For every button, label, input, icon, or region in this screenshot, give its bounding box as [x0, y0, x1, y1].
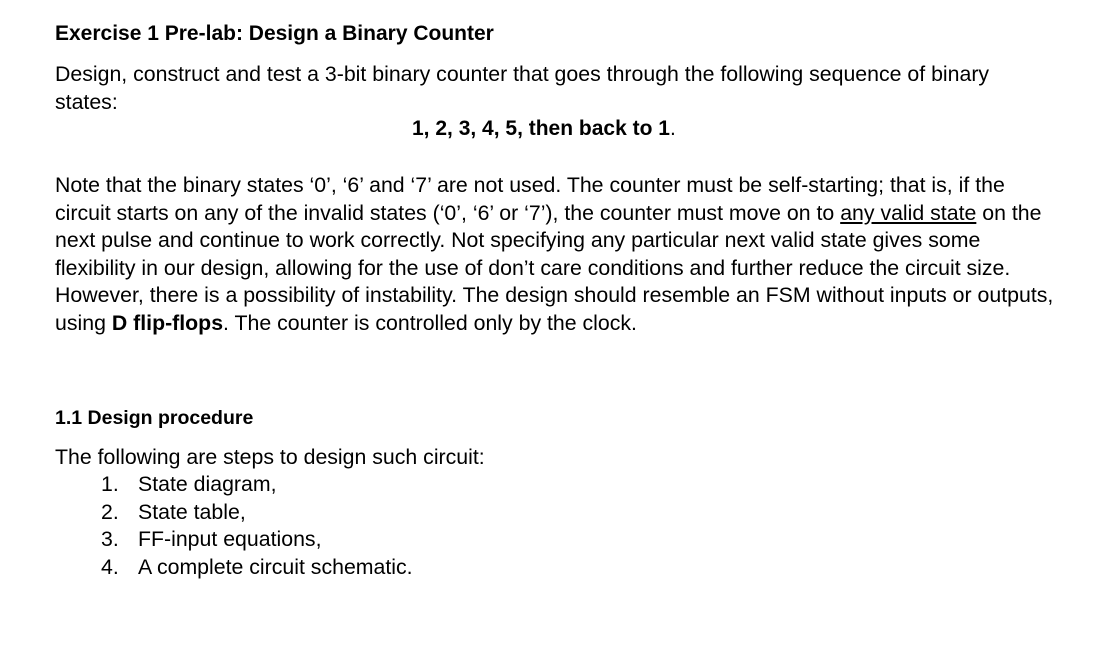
step-number: 2. — [101, 499, 119, 524]
state-sequence-bold: 1, 2, 3, 4, 5, then back to 1 — [412, 117, 670, 140]
exercise-title: Exercise 1 Pre-lab: Design a Binary Counter — [55, 22, 494, 45]
steps-list — [101, 471, 413, 581]
list-item — [101, 554, 413, 582]
state-sequence-period: . — [669, 117, 676, 140]
intro-paragraph: Design, construct and test a 3-bit binary counter that goes through the following sequence of binary states: — [55, 62, 990, 114]
step-number: 4. — [101, 554, 119, 579]
note-text-2: on the next pulse and continue to work correctly. Not specifying any particular next valid state gives some flexibility in our design, allowing for the use of don’t care conditions and further reduce the circuit size. However, there is a possibility of instability. The design should resemble an FSM without inputs or outputs, using — [55, 200, 1054, 335]
section-intro: The following are steps to design such circuit: — [55, 445, 485, 469]
step-number: 1. — [101, 472, 119, 496]
step-text: State diagram, — [138, 472, 277, 496]
step-number: 3. — [101, 527, 119, 551]
state-sequence — [412, 116, 676, 142]
note-text-1: Note that the binary states ‘0’, ‘6’ and ‘7’ are not used. The counter must be self-starting; that is, if the circuit starts on any of the invalid states (‘0’, ‘6’ or ‘7’), the counter must move on to — [55, 173, 1005, 225]
note-underlined-text: any valid state — [840, 200, 977, 225]
section-title: 1.1 Design procedure — [55, 407, 254, 429]
step-text: A complete circuit schematic. — [138, 554, 413, 579]
list-item — [101, 471, 413, 499]
step-text: FF-input equations, — [138, 527, 322, 551]
note-text-3: . The counter is controlled only by the clock. — [223, 310, 637, 335]
list-item — [101, 526, 413, 554]
list-item — [101, 499, 413, 527]
note-bold-text: D flip-flops — [111, 310, 224, 335]
step-text: State table, — [138, 499, 246, 524]
note-paragraph — [55, 172, 1055, 337]
